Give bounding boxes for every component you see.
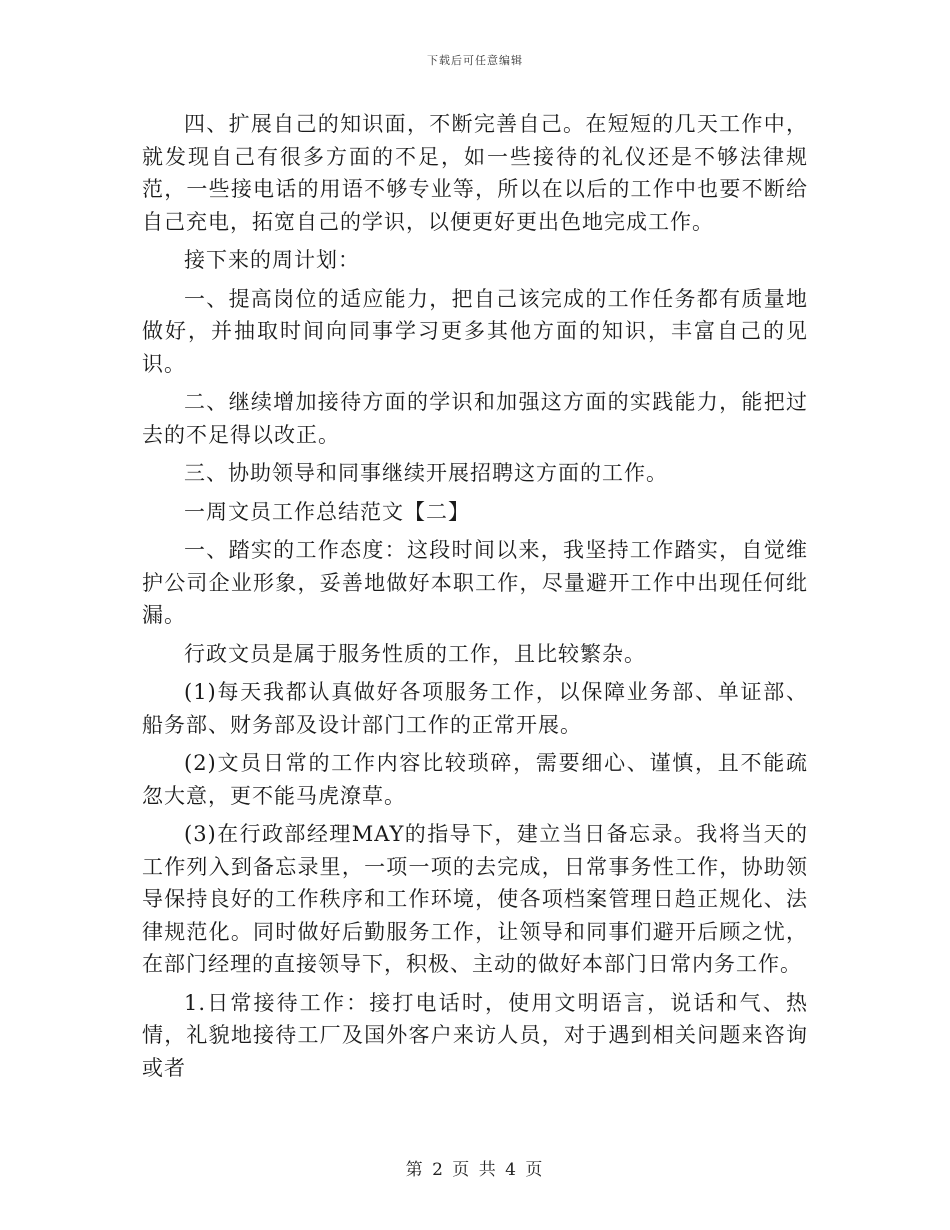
paragraph: (1)每天我都认真做好各项服务工作，以保障业务部、单证部、船务部、财务部及设计部门工作的正常开展。 <box>142 680 808 737</box>
document-body <box>142 108 808 1084</box>
paragraph: 行政文员是属于服务性质的工作，且比较繁杂。 <box>184 641 646 666</box>
paragraph: 一、提高岗位的适应能力，把自己该完成的工作任务都有质量地做好，并抽取时间向同事学习更多其他方面的知识，丰富自己的见识。 <box>142 286 808 376</box>
page-header: 下载后可任意编辑 <box>427 54 523 67</box>
page-number: 第 2 页 共 4 页 <box>405 1160 545 1180</box>
paragraph: 三、协助领导和同事继续开展招聘这方面的工作。 <box>184 461 668 485</box>
paragraph: (3)在行政部经理MAY的指导下，建立当日备忘录。我将当天的工作列入到备忘录里，一项一项的去完成，日常事务性工作，协助领导保持良好的工作秩序和工作环境，使各项档案管理日趋正规化、法律规范化。同时做好后勤服务工作，让领导和同事们避开后顾之忧，在部门经理的直接领导下，积极、主动的做好本部门日常内务工作。 <box>142 822 808 976</box>
section-title: 一周文员工作总结范文【二】 <box>184 499 470 524</box>
paragraph: 四、扩展自己的知识面，不断完善自己。在短短的几天工作中，就发现自己有很多方面的不足，如一些接待的礼仪还是不够法律规范，一些接电话的用语不够专业等，所以在以后的工作中也要不断给自己充电，拓宽自己的学识，以便更好更出色地完成工作。 <box>142 112 808 234</box>
paragraph: 接下来的周计划： <box>184 248 360 272</box>
paragraph: (2)文员日常的工作内容比较琐碎，需要细心、谨慎，且不能疏忽大意，更不能马虎潦草。 <box>142 751 808 808</box>
paragraph: 1.日常接待工作：接打电话时，使用文明语言，说话和气、热情，礼貌地接待工厂及国外客户来访人员，对于遇到相关问题来咨询或者 <box>142 990 808 1080</box>
paragraph: 二、继续增加接待方面的学识和加强这方面的实践能力，能把过去的不足得以改正。 <box>142 390 808 447</box>
paragraph: 一、踏实的工作态度：这段时间以来，我坚持工作踏实，自觉维护公司企业形象，妥善地做好本职工作，尽量避开工作中出现任何纰漏。 <box>142 538 808 627</box>
